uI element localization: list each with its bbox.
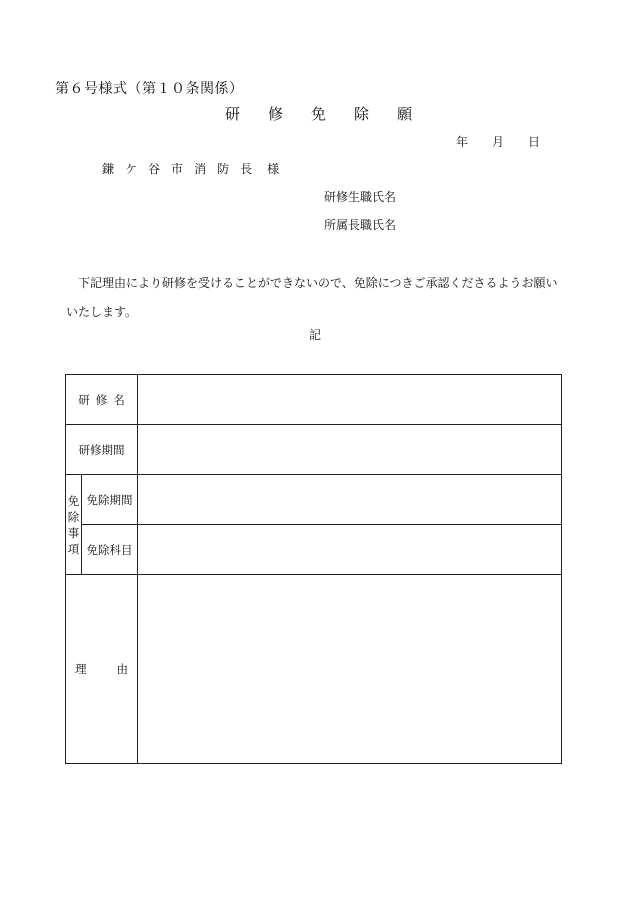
addressee-char: 防 bbox=[217, 162, 230, 176]
addressee-char: 様 bbox=[267, 162, 280, 176]
addressee-char: 消 bbox=[194, 162, 207, 176]
row-training-period bbox=[66, 425, 562, 475]
title-char: 願 bbox=[397, 105, 413, 123]
exemption-items-label bbox=[66, 475, 82, 575]
label-char: 研 bbox=[78, 392, 90, 407]
label-char: 除 bbox=[67, 509, 80, 524]
label-char: 由 bbox=[116, 662, 128, 676]
training-period-field[interactable] bbox=[138, 425, 562, 475]
addressee-char: 谷 bbox=[148, 162, 161, 176]
label-char: 事 bbox=[67, 525, 80, 540]
request-text: 下記理由により研修を受けることができないので、免除につきご承認くださるようお願いいたします。 bbox=[66, 276, 558, 319]
addressee-char: 市 bbox=[171, 162, 184, 176]
training-name-field[interactable] bbox=[138, 375, 562, 425]
title-char: 研 bbox=[225, 105, 241, 123]
date-line bbox=[456, 133, 540, 150]
date-year-label: 年 bbox=[456, 135, 469, 149]
label-char: 免 bbox=[67, 493, 80, 508]
exemption-period-field[interactable] bbox=[138, 475, 562, 525]
exemption-period-label: 免除期間 bbox=[82, 475, 138, 525]
reason-field[interactable] bbox=[138, 575, 562, 764]
row-exemption-period bbox=[66, 475, 562, 525]
title-char: 免 bbox=[311, 105, 327, 123]
title-char: 除 bbox=[354, 105, 370, 123]
label-char: 修 bbox=[95, 392, 108, 407]
date-month-label: 月 bbox=[492, 135, 505, 149]
row-reason bbox=[66, 575, 562, 764]
addressee-char: 鎌 bbox=[102, 162, 115, 176]
reason-label bbox=[66, 575, 138, 764]
supervisor-name-label: 所属長職氏名 bbox=[324, 218, 397, 232]
row-exemption-subject bbox=[66, 525, 562, 575]
request-statement bbox=[66, 269, 566, 327]
form-number: 第６号様式（第１０条関係） bbox=[55, 81, 244, 97]
addressee-char: ケ bbox=[125, 162, 138, 176]
title-char: 修 bbox=[268, 105, 284, 123]
ki-heading: 記 bbox=[309, 328, 322, 342]
document-title bbox=[225, 103, 412, 124]
row-training-name bbox=[66, 375, 562, 425]
date-day-label: 日 bbox=[528, 135, 541, 149]
trainee-name-label: 研修生職氏名 bbox=[324, 190, 397, 204]
training-name-label bbox=[66, 375, 138, 425]
exemption-subject-label: 免除科目 bbox=[82, 525, 138, 575]
training-period-label: 研修期間 bbox=[66, 425, 138, 475]
label-char: 理 bbox=[75, 662, 87, 676]
addressee-char: 長 bbox=[240, 162, 253, 176]
label-char: 項 bbox=[67, 541, 80, 556]
exemption-form-table bbox=[65, 374, 562, 764]
exemption-subject-field[interactable] bbox=[138, 525, 562, 575]
addressee bbox=[102, 160, 279, 177]
label-char: 名 bbox=[113, 392, 125, 407]
